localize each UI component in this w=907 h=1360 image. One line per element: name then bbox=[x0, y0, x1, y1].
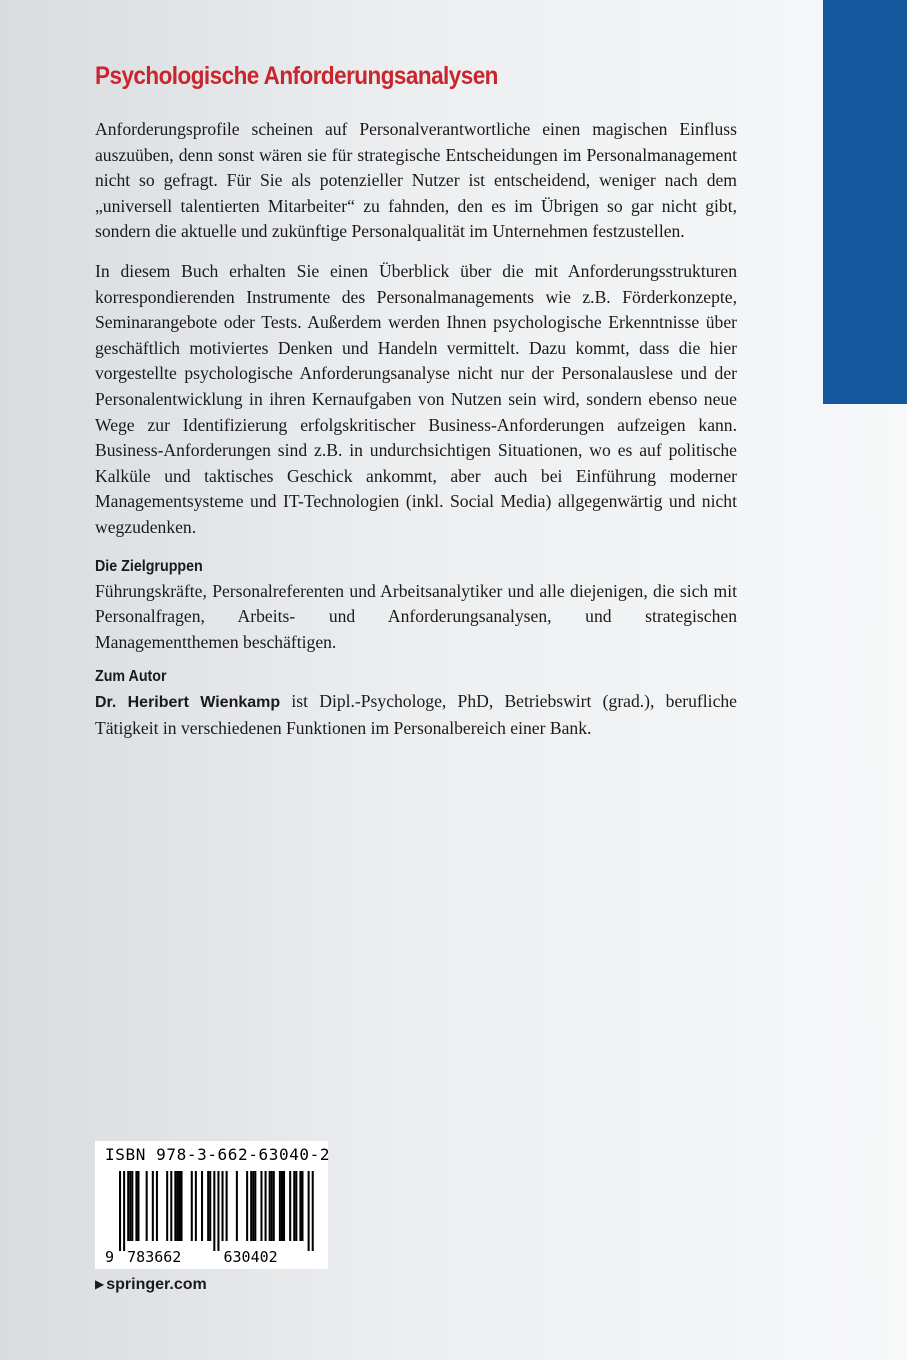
barcode-bar bbox=[181, 1171, 183, 1241]
barcode-bar bbox=[222, 1171, 224, 1241]
author-bio-text: ist Dipl.-Psychologe, PhD, Betriebswirt (grad.), berufliche Tätigkeit in verschiedenen Funktionen im Personalbereich einer Bank. bbox=[95, 691, 737, 738]
barcode-bar bbox=[236, 1171, 238, 1241]
barcode-bar bbox=[207, 1171, 209, 1241]
barcode-bar bbox=[283, 1171, 285, 1241]
barcode-bar bbox=[119, 1171, 121, 1251]
barcode-bar bbox=[135, 1171, 137, 1241]
barcode-bar bbox=[246, 1171, 248, 1241]
barcode-bar bbox=[299, 1171, 301, 1241]
publisher-url: springer.com bbox=[106, 1276, 207, 1293]
barcode-bar bbox=[279, 1171, 281, 1241]
isbn-label: ISBN 978-3-662-63040-2 bbox=[105, 1145, 331, 1164]
barcode-bar bbox=[295, 1171, 297, 1241]
barcode-bar bbox=[201, 1171, 203, 1241]
barcode-bar bbox=[131, 1171, 133, 1241]
barcode-bar bbox=[137, 1171, 139, 1241]
barcode-bar bbox=[191, 1171, 193, 1241]
barcode-bar bbox=[152, 1171, 154, 1241]
barcode-bar bbox=[195, 1171, 197, 1241]
blurb-paragraph-1: Anforderungsprofile scheinen auf Personalverantwortliche einen magischen Einfluss auszuüben, denn sonst wären sie für strategische Entscheidungen im Personalmanagement nicht so gefragt. Für Sie als potenzieller Nutzer ist entscheidend, weniger nach dem „universell talentierten Mitarbeiter“ zu fahnden, den es im Übrigen so gar nicht gibt, sondern die aktuelle und zukünftige Personalqualität im Unternehmen festzustellen. bbox=[95, 119, 737, 242]
cover-color-band bbox=[823, 0, 907, 404]
barcode-bar bbox=[281, 1171, 283, 1241]
barcode-bar bbox=[146, 1171, 148, 1241]
barcode-bar bbox=[254, 1171, 256, 1241]
author-heading: Zum Autor bbox=[95, 668, 167, 686]
barcode-digits: 783662 bbox=[127, 1248, 182, 1266]
barcode-bar bbox=[265, 1171, 267, 1241]
barcode-bar bbox=[178, 1171, 180, 1241]
barcode-bar bbox=[271, 1171, 273, 1241]
barcode-bar bbox=[260, 1171, 262, 1241]
barcode-bar bbox=[213, 1171, 215, 1251]
barcode-bar bbox=[273, 1171, 275, 1241]
publisher-link[interactable] bbox=[95, 1276, 207, 1294]
barcode-bar bbox=[312, 1171, 314, 1251]
book-title: Psychologische Anforderungsanalysen bbox=[95, 62, 498, 90]
barcode-bar bbox=[269, 1171, 271, 1241]
barcode-bar bbox=[252, 1171, 254, 1241]
arrow-right-icon: ▶ bbox=[95, 1277, 105, 1291]
author-name: Dr. Heribert Wienkamp bbox=[95, 694, 281, 712]
barcode-bar bbox=[308, 1171, 310, 1251]
barcode-digits: 9 bbox=[105, 1248, 115, 1266]
target-group-heading: Die Zielgruppen bbox=[95, 557, 203, 575]
barcode-bar bbox=[127, 1171, 129, 1241]
barcode-digits: 630402 bbox=[223, 1248, 278, 1266]
isbn-barcode bbox=[95, 1141, 331, 1269]
blurb-paragraph-2: In diesem Buch erhalten Sie einen Überblick über die mit Anforderungsstrukturen korrespondierenden Instrumente des Personalmanagements wie z.B. Förderkonzepte, Seminarangebote oder Tests. Außerdem werden Ihnen psychologische Erkenntnisse über geschäftlich motiviertes Denken und Handeln vermittelt. Dazu kommt, dass die hier vorgestellte psychologische Anforderungsanalyse nicht nur der Personalauslese und der Personalentwicklung in ihren Kernaufgaben von Nutzen sein wird, sondern ebenso neue Wege zur Identifizierung erfolgskritischer Business-Anforderungen aufzeigen kann. Business-Anforderungen sind z.B. in undurchsichtigen Situationen, wo es auf politische Kalküle und taktisches Geschick ankommt, aber auch bei Einführung moderner Managementsysteme und IT-Technologien (inkl. Social Media) allgegenwärtig und nicht wegzudenken. bbox=[95, 260, 737, 537]
barcode-bar bbox=[156, 1171, 158, 1241]
barcode-bar bbox=[226, 1171, 228, 1241]
back-cover-text bbox=[95, 62, 737, 751]
barcode-bar bbox=[301, 1171, 303, 1241]
barcode-bar bbox=[129, 1171, 131, 1241]
barcode-bar bbox=[209, 1171, 211, 1241]
author-bio bbox=[95, 689, 737, 741]
barcode-bar bbox=[293, 1171, 295, 1241]
barcode-bar bbox=[176, 1171, 178, 1241]
barcode-bar bbox=[123, 1171, 125, 1251]
barcode-bar bbox=[289, 1171, 291, 1241]
barcode-bar bbox=[174, 1171, 176, 1241]
barcode-bar bbox=[166, 1171, 168, 1241]
target-group-text: Führungskräfte, Personalreferenten und Arbeitsanalytiker und alle diejenigen, die sich mit Personalfragen, Arbeits- und Anforderungsanalysen, und strategischen Managementthemen beschäftigen. bbox=[95, 580, 737, 652]
barcode-bar bbox=[170, 1171, 172, 1241]
barcode-bar bbox=[217, 1171, 219, 1251]
barcode-bar bbox=[250, 1171, 252, 1241]
